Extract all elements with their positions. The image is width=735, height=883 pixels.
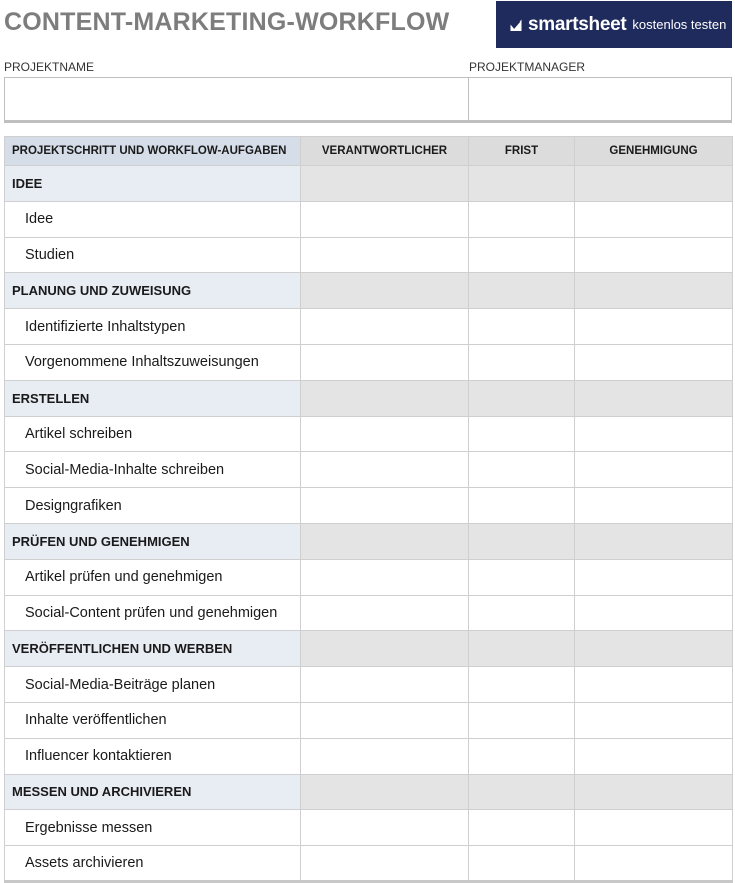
task-deadline-cell[interactable] [469, 846, 575, 882]
header-approval: GENEHMIGUNG [575, 137, 733, 166]
task-label: Social-Content prüfen und genehmigen [5, 595, 301, 631]
section-title: VERÖFFENTLICHEN UND WERBEN [5, 631, 301, 667]
task-approval-cell[interactable] [575, 559, 733, 595]
task-row [5, 810, 733, 846]
task-row [5, 595, 733, 631]
section-deadline-cell[interactable] [469, 631, 575, 667]
task-row [5, 667, 733, 703]
header-deadline: FRIST [469, 137, 575, 166]
task-responsible-cell[interactable] [301, 595, 469, 631]
task-responsible-cell[interactable] [301, 201, 469, 237]
section-approval-cell[interactable] [575, 523, 733, 559]
task-approval-cell[interactable] [575, 702, 733, 738]
task-deadline-cell[interactable] [469, 344, 575, 380]
section-row [5, 774, 733, 810]
section-title: ERSTELLEN [5, 380, 301, 416]
section-responsible-cell[interactable] [301, 631, 469, 667]
task-label: Designgrafiken [5, 488, 301, 524]
task-approval-cell[interactable] [575, 344, 733, 380]
task-approval-cell[interactable] [575, 810, 733, 846]
task-responsible-cell[interactable] [301, 452, 469, 488]
task-responsible-cell[interactable] [301, 488, 469, 524]
brand-name: smartsheet [528, 13, 627, 35]
task-label: Inhalte veröffentlichen [5, 702, 301, 738]
task-label: Ergebnisse messen [5, 810, 301, 846]
task-label: Assets archivieren [5, 846, 301, 882]
task-deadline-cell[interactable] [469, 667, 575, 703]
project-name-label: PROJEKTNAME [4, 60, 95, 74]
task-approval-cell[interactable] [575, 488, 733, 524]
task-approval-cell[interactable] [575, 738, 733, 774]
section-deadline-cell[interactable] [469, 523, 575, 559]
task-deadline-cell[interactable] [469, 738, 575, 774]
section-row [5, 166, 733, 202]
brand-cta: kostenlos testen [632, 17, 727, 32]
task-approval-cell[interactable] [575, 416, 733, 452]
task-row [5, 416, 733, 452]
task-responsible-cell[interactable] [301, 667, 469, 703]
task-deadline-cell[interactable] [469, 702, 575, 738]
task-responsible-cell[interactable] [301, 416, 469, 452]
section-deadline-cell[interactable] [469, 273, 575, 309]
task-deadline-cell[interactable] [469, 416, 575, 452]
task-approval-cell[interactable] [575, 667, 733, 703]
section-responsible-cell[interactable] [301, 166, 469, 202]
project-manager-label: PROJEKTMANAGER [469, 60, 586, 74]
section-title: PRÜFEN UND GENEHMIGEN [5, 523, 301, 559]
section-deadline-cell[interactable] [469, 380, 575, 416]
smartsheet-trial-banner[interactable] [496, 1, 732, 48]
section-responsible-cell[interactable] [301, 523, 469, 559]
task-label: Idee [5, 201, 301, 237]
task-approval-cell[interactable] [575, 452, 733, 488]
task-approval-cell[interactable] [575, 309, 733, 345]
task-responsible-cell[interactable] [301, 810, 469, 846]
task-responsible-cell[interactable] [301, 237, 469, 273]
task-deadline-cell[interactable] [469, 201, 575, 237]
header-task: PROJEKTSCHRITT UND WORKFLOW-AUFGABEN [5, 137, 301, 166]
task-row [5, 344, 733, 380]
smartsheet-logo-icon [509, 18, 523, 32]
task-approval-cell[interactable] [575, 201, 733, 237]
section-deadline-cell[interactable] [469, 166, 575, 202]
section-title: PLANUNG UND ZUWEISUNG [5, 273, 301, 309]
task-row [5, 488, 733, 524]
task-responsible-cell[interactable] [301, 846, 469, 882]
task-label: Influencer kontaktieren [5, 738, 301, 774]
task-responsible-cell[interactable] [301, 738, 469, 774]
section-row [5, 523, 733, 559]
task-deadline-cell[interactable] [469, 559, 575, 595]
task-label: Social-Media-Beiträge planen [5, 667, 301, 703]
table-header-row [5, 137, 733, 166]
task-deadline-cell[interactable] [469, 488, 575, 524]
task-approval-cell[interactable] [575, 846, 733, 882]
task-label: Artikel prüfen und genehmigen [5, 559, 301, 595]
task-approval-cell[interactable] [575, 595, 733, 631]
task-deadline-cell[interactable] [469, 237, 575, 273]
task-responsible-cell[interactable] [301, 559, 469, 595]
task-deadline-cell[interactable] [469, 595, 575, 631]
task-row [5, 201, 733, 237]
section-row [5, 273, 733, 309]
task-row [5, 452, 733, 488]
task-responsible-cell[interactable] [301, 344, 469, 380]
section-responsible-cell[interactable] [301, 380, 469, 416]
task-row [5, 738, 733, 774]
task-row [5, 237, 733, 273]
section-approval-cell[interactable] [575, 631, 733, 667]
section-approval-cell[interactable] [575, 774, 733, 810]
task-row [5, 559, 733, 595]
task-row [5, 309, 733, 345]
task-label: Identifizierte Inhaltstypen [5, 309, 301, 345]
task-label: Vorgenommene Inhaltszuweisungen [5, 344, 301, 380]
task-label: Studien [5, 237, 301, 273]
section-responsible-cell[interactable] [301, 273, 469, 309]
task-responsible-cell[interactable] [301, 309, 469, 345]
task-row [5, 702, 733, 738]
section-approval-cell[interactable] [575, 273, 733, 309]
task-approval-cell[interactable] [575, 237, 733, 273]
section-approval-cell[interactable] [575, 166, 733, 202]
task-label: Artikel schreiben [5, 416, 301, 452]
task-row [5, 846, 733, 882]
section-title: IDEE [5, 166, 301, 202]
section-row [5, 380, 733, 416]
project-manager-field[interactable] [468, 77, 732, 123]
section-responsible-cell[interactable] [301, 774, 469, 810]
workflow-table [4, 136, 733, 883]
section-title: MESSEN UND ARCHIVIEREN [5, 774, 301, 810]
task-responsible-cell[interactable] [301, 702, 469, 738]
project-name-field[interactable] [4, 77, 469, 123]
task-deadline-cell[interactable] [469, 810, 575, 846]
section-approval-cell[interactable] [575, 380, 733, 416]
task-deadline-cell[interactable] [469, 452, 575, 488]
page-title: CONTENT-MARKETING-WORKFLOW [4, 8, 450, 36]
section-row [5, 631, 733, 667]
header-responsible: VERANTWORTLICHER [301, 137, 469, 166]
task-label: Social-Media-Inhalte schreiben [5, 452, 301, 488]
section-deadline-cell[interactable] [469, 774, 575, 810]
task-deadline-cell[interactable] [469, 309, 575, 345]
